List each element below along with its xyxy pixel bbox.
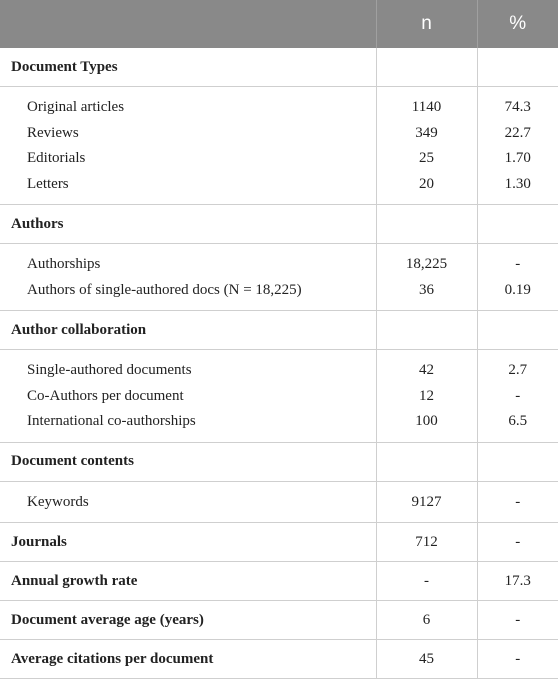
- section-n-value: [376, 442, 477, 481]
- section-title: Annual growth rate: [0, 562, 376, 601]
- row-percent-value: 74.3: [477, 87, 558, 121]
- table-row: [0, 350, 558, 384]
- row-percent-value: 1.30: [477, 172, 558, 205]
- row-label: Authorships: [0, 244, 376, 278]
- section-percent-value: [477, 311, 558, 350]
- header-row: [0, 0, 558, 48]
- section-row: [0, 205, 558, 244]
- header-percent: %: [477, 0, 558, 48]
- section-row: [0, 640, 558, 679]
- section-percent-value: 17.3: [477, 562, 558, 601]
- row-n-value: 9127: [376, 481, 477, 523]
- table-row: [0, 172, 558, 205]
- row-n-value: 12: [376, 384, 477, 410]
- row-label: International co-authorships: [27, 413, 196, 430]
- row-n-value: 25: [376, 146, 477, 172]
- row-n-value: 36: [376, 278, 477, 311]
- section-title: Authors: [0, 205, 376, 244]
- section-row: [0, 311, 558, 350]
- row-percent-value: 1.70: [477, 146, 558, 172]
- table-row: [0, 87, 558, 121]
- section-n-value: 712: [376, 523, 477, 562]
- table-row: [0, 146, 558, 172]
- row-n-value: 349: [376, 121, 477, 147]
- table-row: [0, 244, 558, 278]
- row-percent-value: 6.5: [477, 409, 558, 442]
- table-row: [0, 384, 558, 410]
- row-label: Single-authored documents: [0, 350, 376, 384]
- row-n-value: 20: [376, 172, 477, 205]
- section-title: Document contents: [0, 442, 376, 481]
- section-percent-value: -: [477, 523, 558, 562]
- row-label: Reviews: [27, 124, 79, 141]
- table-row: [0, 278, 558, 311]
- section-n-value: [376, 205, 477, 244]
- section-row: [0, 442, 558, 481]
- section-row: [0, 523, 558, 562]
- table-row: [0, 121, 558, 147]
- row-percent-value: -: [477, 244, 558, 278]
- row-label: Authors of single-authored docs (N = 18,225): [27, 281, 302, 298]
- row-percent-value: 0.19: [477, 278, 558, 311]
- row-percent-value: -: [477, 384, 558, 410]
- section-title: Document average age (years): [0, 601, 376, 640]
- section-percent-value: -: [477, 601, 558, 640]
- table-row: [0, 481, 558, 523]
- section-title: Document Types: [11, 58, 118, 75]
- row-label: Original articles: [0, 87, 376, 121]
- row-percent-value: -: [477, 481, 558, 523]
- section-row: [0, 562, 558, 601]
- row-label: Keywords: [0, 481, 376, 523]
- row-percent-value: 22.7: [477, 121, 558, 147]
- row-label: Editorials: [27, 150, 86, 167]
- header-n: n: [376, 0, 477, 48]
- section-percent-value: [477, 48, 558, 87]
- section-row: [0, 48, 558, 87]
- section-n-value: -: [376, 562, 477, 601]
- section-row: [0, 601, 558, 640]
- section-title: Average citations per document: [0, 640, 376, 679]
- row-n-value: 100: [376, 409, 477, 442]
- section-n-value: 45: [376, 640, 477, 679]
- section-percent-value: [477, 442, 558, 481]
- row-label: Co-Authors per document: [27, 387, 184, 404]
- table-body: [0, 48, 558, 679]
- row-n-value: 1140: [376, 87, 477, 121]
- section-title: Journals: [0, 523, 376, 562]
- table-row: [0, 409, 558, 442]
- section-n-value: [376, 311, 477, 350]
- section-n-value: 6: [376, 601, 477, 640]
- row-n-value: 42: [376, 350, 477, 384]
- row-label: Letters: [27, 175, 69, 192]
- header-label-col: [0, 0, 376, 48]
- section-percent-value: [477, 205, 558, 244]
- row-percent-value: 2.7: [477, 350, 558, 384]
- section-n-value: [376, 48, 477, 87]
- section-title: Author collaboration: [0, 311, 376, 350]
- section-percent-value: -: [477, 640, 558, 679]
- row-n-value: 18,225: [376, 244, 477, 278]
